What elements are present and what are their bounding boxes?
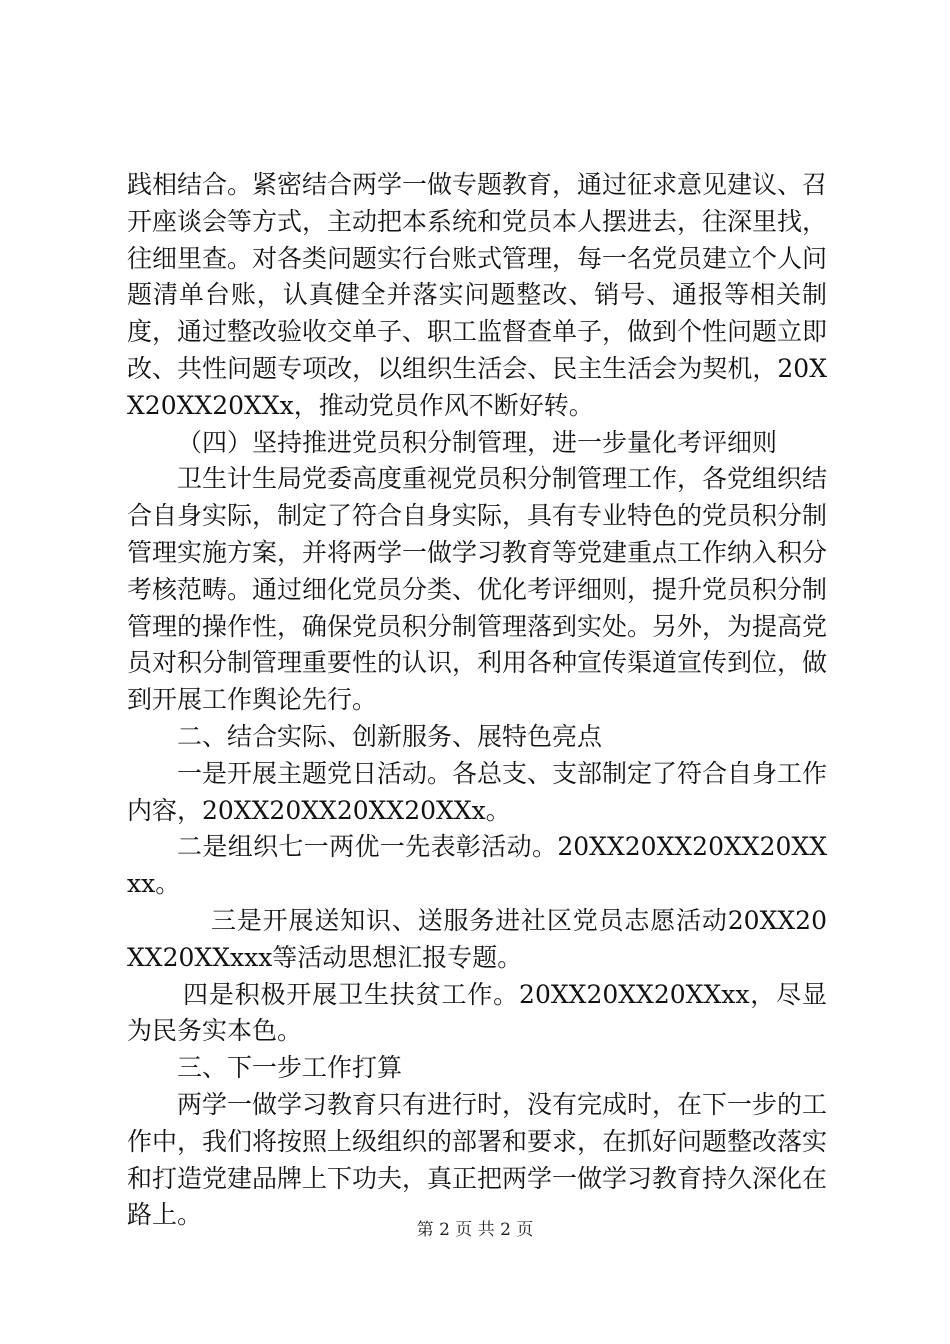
paragraph-next-steps: 两学一做学习教育只有进行时，没有完成时，在下一步的工作中，我们将按照上级组织的部署和要求，在抓好问题整改落实和打造党建品牌上下功夫，真正把两学一做学习教育持久深化在路上。	[127, 1089, 828, 1230]
page-number-footer: 第 2 页 共 2 页	[416, 1220, 534, 1240]
document-body	[127, 167, 827, 1234]
paragraph-points-management: 卫生计生局党委高度重视党员积分制管理工作，各党组织结合自身实际，制定了符合自身实际，具有专业特色的党员积分制管理实施方案，并将两学一做学习教育等党建重点工作纳入积分考核范畴。通过细化党员分类、优化考评细则，提升党员积分制管理的操作性，确保党员积分制管理落到实处。另外，为提高党员对积分制管理重要性的认识，利用各种宣传渠道宣传到位，做到开展工作舆论先行。	[127, 464, 828, 715]
section-heading-4: （四）坚持推进党员积分制管理，进一步量化考评细则	[177, 427, 778, 457]
section-heading-3: 三、下一步工作打算	[177, 1053, 403, 1083]
paragraph-item-4: 四是积极开展卫生扶贫工作。20XX20XX20XXxx，尽显为民务实本色。	[127, 979, 827, 1046]
paragraph-item-2: 二是组织七一两优一先表彰活动。20XX20XX20XX20XXxx。	[127, 832, 827, 899]
paragraph-item-3: 三是开展送知识、送服务进社区党员志愿活动20XX20XX20XXxxx等活动思想汇报专题。	[127, 905, 827, 972]
section-heading-2: 二、结合实际、创新服务、展特色亮点	[177, 721, 603, 751]
paragraph-continuation: 践相结合。紧密结合两学一做专题教育，通过征求意见建议、召开座谈会等方式，主动把本系统和党员本人摆进去，往深里找，往细里查。对各类问题实行台账式管理，每一名党员建立个人问题清单台账，认真健全并落实问题整改、销号、通报等相关制度，通过整改验收交单子、职工监督查单子，做到个性问题立即改、共性问题专项改，以组织生活会、民主生活会为契机，20XX20XX20XXx，推动党员作风不断好转。	[127, 170, 828, 420]
paragraph-item-1: 一是开展主题党日活动。各总支、支部制定了符合自身工作内容，20XX20XX20XX20XXx。	[127, 758, 828, 825]
